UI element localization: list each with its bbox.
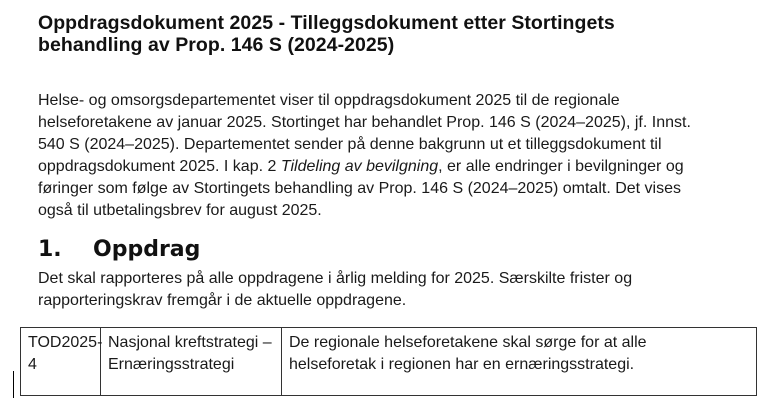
intro-line: også til utbetalingsbrev for august 2025. [38, 201, 322, 219]
assignment-description-line: helseforetak i regionen har en ernæringsstrategi. [289, 356, 635, 373]
assignment-name-line: Ernæringsstrategi [108, 356, 235, 373]
section-title: Oppdrag [93, 237, 201, 262]
document-title [38, 12, 758, 56]
assignment-id-cell [21, 328, 101, 396]
document-title-line: Oppdragsdokument 2025 - Tilleggsdokument etter Stortingets [38, 12, 615, 34]
section-text-line: rapporteringskrav fremgår i de aktuelle oppdragene. [38, 291, 407, 309]
assignment-name-cell [101, 328, 282, 396]
assignment-description-cell [282, 328, 757, 396]
text-cursor [13, 371, 14, 398]
assignment-description-line: De regionale helseforetakene skal sørge for at alle [289, 334, 647, 351]
intro-line: Helse- og omsorgsdepartementet viser til oppdragsdokument 2025 til de regionale [38, 92, 620, 109]
intro-line: 540 S (2024–2025). Departementet sender på denne bakgrunn ut et tilleggsdokument til [38, 135, 662, 153]
intro-text: , er alle endringer i bevilgninger og [438, 157, 684, 175]
section-heading-oppdrag [38, 236, 200, 264]
assignment-id-line: TOD2025- [28, 334, 103, 351]
intro-line: helseforetakene av januar 2025. Stortinget har behandlet Prop. 146 S (2024–2025), jf. Innst. [38, 113, 691, 131]
intro-paragraph [38, 90, 758, 221]
assignment-id-line: 4 [28, 356, 37, 373]
section-text-line: Det skal rapporteres på alle oppdragene i årlig melding for 2025. Særskilte frister og [38, 270, 633, 287]
document-title-line: behandling av Prop. 146 S (2024-2025) [38, 34, 395, 56]
table-row [21, 328, 757, 396]
assignment-name-line: Nasjonal kreftstrategi – [108, 334, 272, 351]
assignments-table [20, 327, 757, 396]
intro-text: oppdragsdokument 2025. I kap. 2 [38, 157, 281, 175]
chapter-reference-italic: Tildeling av bevilgning [280, 157, 439, 175]
section-intro-text [38, 268, 758, 311]
intro-line: føringer som følge av Stortingets behandling av Prop. 146 S (2024–2025) omtalt. Det vises [38, 179, 682, 197]
section-number: 1. [38, 237, 62, 262]
intro-line [38, 156, 758, 178]
